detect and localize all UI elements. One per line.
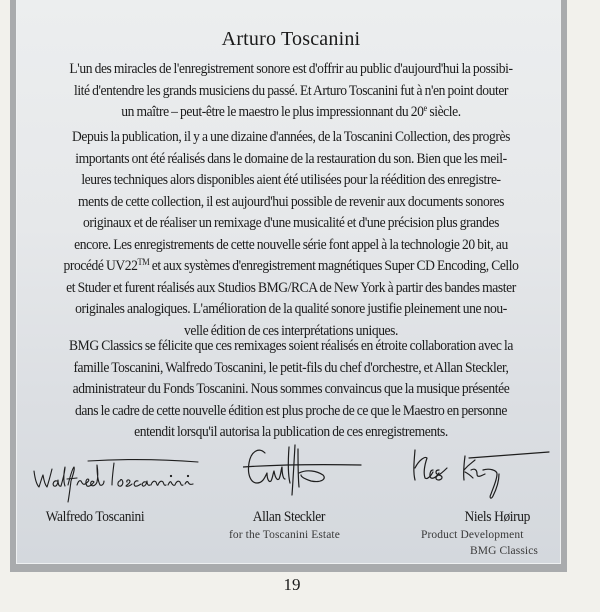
signature-walfredo-toscanini xyxy=(30,455,210,505)
trademark-superscript: TM xyxy=(137,257,150,267)
text-line xyxy=(45,102,538,124)
text-line: encore. Les enregistrements de cette nouvelle série font appel à la technologie 20 bit, au xyxy=(74,236,508,253)
text-line: dans le cadre de cette nouvelle édition est plus proche de ce que le Maestro en personne xyxy=(74,402,508,419)
text-line xyxy=(45,256,538,278)
signatory-name: Allan Steckler xyxy=(252,509,326,525)
signatory-role: Product Development xyxy=(421,529,524,541)
text-segment: et aux systèmes d'enregistrement magnétiques Super CD Encoding, Cello xyxy=(149,258,519,274)
handwritten-signature-icon xyxy=(243,443,363,505)
text-line: Depuis la publication, il y a une dizaine d'années, de la Toscanini Collection, des progrès xyxy=(72,129,510,145)
page-number: 19 xyxy=(283,575,301,594)
text-line: famille Toscanini, Walfredo Toscanini, le petit-fils du chef d'orchestre, et Allan Steckler, xyxy=(73,359,509,376)
text-line: BMG Classics se félicite que ces remixages soient réalisés en étroite collaboration avec la xyxy=(69,338,513,354)
text-line: originaux et de réaliser un remixage d'une musicalité et d'une précision plus grandes xyxy=(82,215,500,231)
signatory-company: BMG Classics xyxy=(470,545,538,557)
text-segment: siècle. xyxy=(426,104,461,120)
text-line: L'un des miracles de l'enregistrement sonore est d'offrir au public d'aujourd'hui la possibi- xyxy=(69,61,513,77)
paragraph-intro xyxy=(45,59,538,124)
text-segment: procédé UV22 xyxy=(63,258,138,274)
signatory-name: Niels Høirup xyxy=(464,509,531,525)
signature-allan-steckler xyxy=(243,443,363,505)
text-line: leures techniques alors disponibles aient été utilisées pour la réédition des enregistre- xyxy=(81,172,501,188)
paragraph-restoration xyxy=(45,127,538,342)
signature-niels-hoirup xyxy=(405,448,555,508)
signatory-name: Walfredo Toscanini xyxy=(45,509,145,525)
text-line: importants ont été réalisés dans le domaine de la restauration du son. Bien que les meil- xyxy=(75,150,507,167)
text-line: originales analogiques. L'amélioration de la qualité sonore justifie pleinement une nou- xyxy=(75,301,507,317)
superscript: e xyxy=(423,103,427,113)
text-line: velle édition de ces interprétations uniques. xyxy=(183,322,399,339)
signatory-affiliation: for the Toscanini Estate xyxy=(229,529,340,541)
paragraph-collaboration xyxy=(45,336,538,444)
text-line: et Studer et furent réalisés aux Studios BMG/RCA de New York à partir des bandes master xyxy=(66,279,516,296)
text-line: administrateur du Fonds Toscanini. Nous sommes convaincus que la musique présentée xyxy=(72,381,510,397)
text-segment: un maître – peut-être le maestro le plus impressionnant du 20 xyxy=(121,104,424,120)
text-line: ments de cette collection, il est aujourd'hui possible de revenir aux documents sonores xyxy=(78,193,504,210)
handwritten-signature-icon xyxy=(30,455,210,505)
page-title: Arturo Toscanini xyxy=(221,28,361,50)
handwritten-signature-icon xyxy=(405,448,555,508)
text-line: entendit lorsqu'il autorisa la publication de ces enregistrements. xyxy=(134,424,448,440)
text-line: lité d'entendre les grands musiciens du passé. Et Arturo Toscanini fut à n'en point douter xyxy=(73,82,509,99)
